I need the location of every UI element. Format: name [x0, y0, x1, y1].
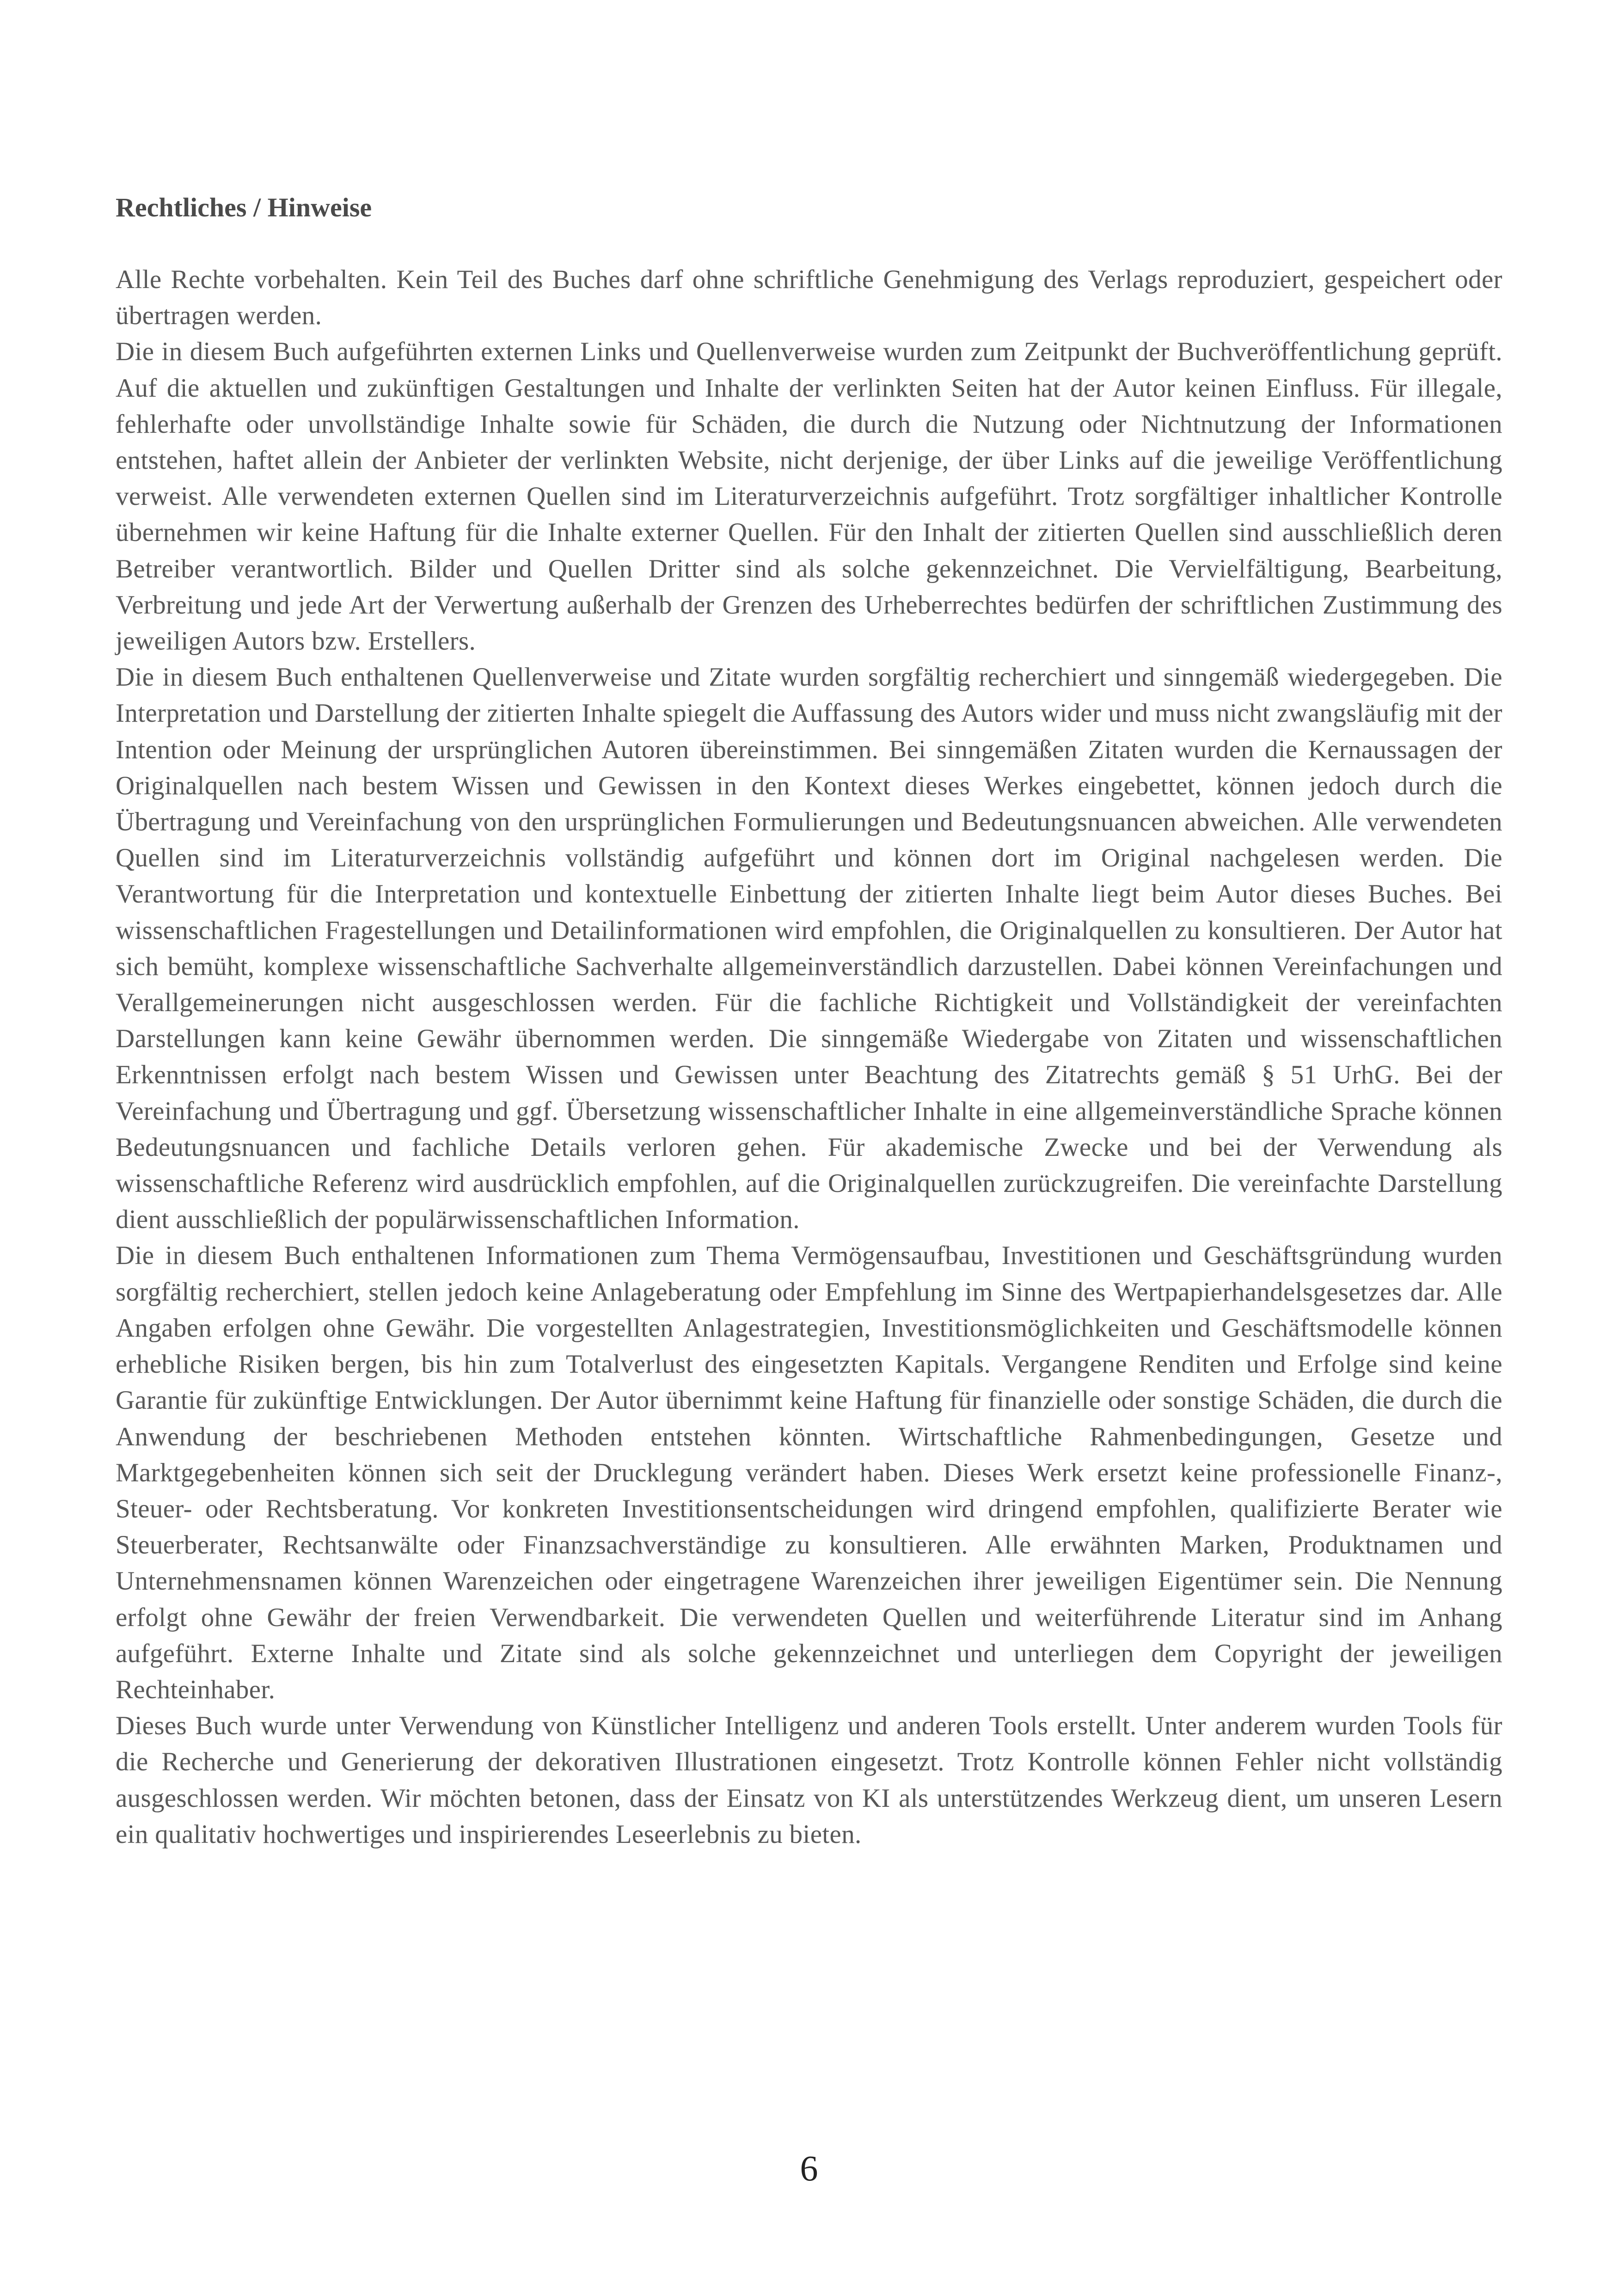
paragraph-citations: Die in diesem Buch enthaltenen Quellenverweise und Zitate wurden sorgfältig recherchiert und sinngemäß wiedergegeben. Die Interpretation und Darstellung der zitierten Inhalte spiegelt die Auffassung des Autors wider und muss nicht zwangsläufig mit der Intention oder Meinung der ursprünglichen Autoren übereinstimmen. Bei sinngemäßen Zitaten wurden die Kernaussagen der Originalquellen nach bestem Wissen und Gewissen in den Kontext dieses Werkes eingebettet, können jedoch durch die Übertragung und Vereinfachung von den ursprünglichen Formulierungen und Bedeutungsnuancen abweichen. Alle verwendeten Quellen sind im Literaturverzeichnis vollständig aufgeführt und können dort im Original nachgelesen werden. Die Verantwortung für die Interpretation und kontextuelle Einbettung der zitierten Inhalte liegt beim Autor dieses Buches. Bei wissenschaftlichen Fragestellungen und Detailinformationen wird empfohlen, die Originalquellen zu konsultieren. Der Autor hat sich bemüht, komplexe wissenschaftliche Sachverhalte allgemeinverständlich darzustellen. Dabei können Vereinfachungen und Verallgemeinerungen nicht ausgeschlossen werden. Für die fachliche Richtigkeit und Vollständigkeit der vereinfachten Darstellungen kann keine Gewähr übernommen werden. Die sinngemäße Wiedergabe von Zitaten und wissenschaftlichen Erkenntnissen erfolgt nach bestem Wissen und Gewissen unter Beachtung des Zitatrechts gemäß § 51 UrhG. Bei der Vereinfachung und Übertragung und ggf. Übersetzung wissenschaftlicher Inhalte in eine allgemeinverständliche Sprache können Bedeutungsnuancen und fachliche Details verloren gehen. Für akademische Zwecke und bei der Verwendung als wissenschaftliche Referenz wird ausdrücklich empfohlen, auf die Originalquellen zurückzugreifen. Die vereinfachte Darstellung dient ausschließlich der populärwissenschaftlichen Information.: [116, 663, 1502, 1234]
paragraph-ai-notice: Dieses Buch wurde unter Verwendung von Künstlicher Intelligenz und anderen Tools erstellt. Unter anderem wurden Tools für die Recherche und Generierung der dekorativen Illustrationen eingesetzt. Trotz Kontrolle können Fehler nicht vollständig ausgeschlossen werden. Wir möchten betonen, dass der Einsatz von KI als unterstützendes Werkzeug dient, um unseren Lesern ein qualitativ hochwertiges und inspirierendes Leseerlebnis zu bieten.: [116, 1711, 1502, 1849]
page-number: 6: [800, 2148, 818, 2188]
paragraph-financial-disclaimer: Die in diesem Buch enthaltenen Informationen zum Thema Vermögensaufbau, Investitionen und Geschäftsgründung wurden sorgfältig recherchiert, stellen jedoch keine Anlageberatung oder Empfehlung im Sinne des Wertpapierhandelsgesetzes dar. Alle Angaben erfolgen ohne Gewähr. Die vorgestellten Anlagestrategien, Investitionsmöglichkeiten und Geschäftsmodelle können erhebliche Risiken bergen, bis hin zum Totalverlust des eingesetzten Kapitals. Vergangene Renditen und Erfolge sind keine Garantie für zukünftige Entwicklungen. Der Autor übernimmt keine Haftung für finanzielle oder sonstige Schäden, die durch die Anwendung der beschriebenen Methoden entstehen könnten. Wirtschaftliche Rahmenbedingungen, Gesetze und Marktgegebenheiten können sich seit der Drucklegung verändert haben. Dieses Werk ersetzt keine professionelle Finanz-, Steuer- oder Rechtsberatung. Vor konkreten Investitionsentscheidungen wird dringend empfohlen, qualifizierte Berater wie Steuerberater, Rechtsanwälte oder Finanzsachverständige zu konsultieren. Alle erwähnten Marken, Produktnamen und Unternehmensnamen können Warenzeichen oder eingetragene Warenzeichen ihrer jeweiligen Eigentümer sein. Die Nennung erfolgt ohne Gewähr der freien Verwendbarkeit. Die verwendeten Quellen und weiterführende Literatur sind im Anhang aufgeführt. Externe Inhalte und Zitate sind als solche gekennzeichnet und unterliegen dem Copyright der jeweiligen Rechteinhaber.: [116, 1241, 1502, 1704]
paragraph-external-links: Die in diesem Buch aufgeführten externen Links und Quellenverweise wurden zum Zeitpunkt der Buchveröffentlichung geprüft. Auf die aktuellen und zukünftigen Gestaltungen und Inhalte der verlinkten Seiten hat der Autor keinen Einfluss. Für illegale, fehlerhafte oder unvollständige Inhalte sowie für Schäden, die durch die Nutzung oder Nichtnutzung der Informationen entstehen, haftet allein der Anbieter der verlinkten Website, nicht derjenige, der über Links auf die jeweilige Veröffentlichung verweist. Alle verwendeten externen Quellen sind im Literaturverzeichnis aufgeführt. Trotz sorgfältiger inhaltlicher Kontrolle übernehmen wir keine Haftung für die Inhalte externer Quellen. Für den Inhalt der zitierten Quellen sind ausschließlich deren Betreiber verantwortlich. Bilder und Quellen Dritter sind als solche gekennzeichnet. Die Vervielfältigung, Bearbeitung, Verbreitung und jede Art der Verwertung außerhalb der Grenzen des Urheberrechtes bedürfen der schriftlichen Zustimmung des jeweiligen Autors bzw. Erstellers.: [116, 337, 1502, 656]
page-content: [116, 190, 1502, 1853]
paragraph-rights: Alle Rechte vorbehalten. Kein Teil des Buches darf ohne schriftliche Genehmigung des Verlags reproduziert, gespeichert oder übertragen werden.: [116, 265, 1502, 331]
page-title: Rechtliches / Hinweise: [116, 192, 372, 222]
